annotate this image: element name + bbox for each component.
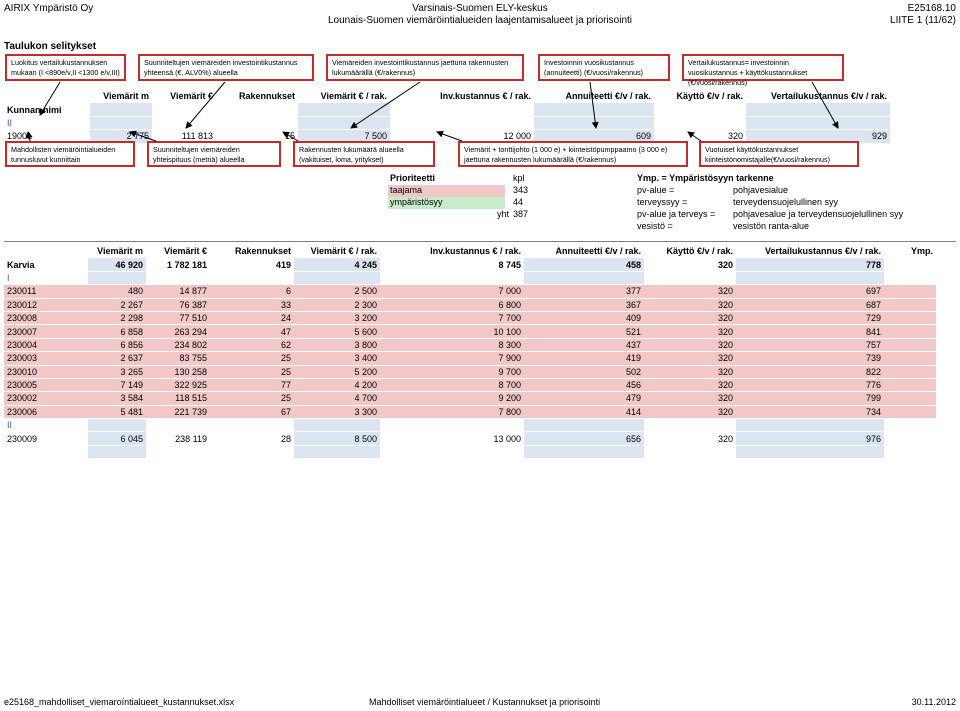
table-row — [4, 405, 936, 418]
taajama-count: 343 — [513, 185, 529, 195]
column-header: Viemärit m — [88, 245, 146, 258]
ymp-cell — [884, 405, 936, 418]
cell: 4 200 — [294, 378, 380, 391]
cell: 841 — [736, 325, 884, 338]
cell: 9 700 — [380, 365, 524, 378]
cell: 62 — [210, 338, 294, 351]
cell: 6 — [210, 285, 294, 298]
cell: 130 258 — [146, 365, 210, 378]
cell: 320 — [644, 405, 736, 418]
table-row — [4, 298, 936, 311]
cell: 656 — [524, 432, 644, 445]
appendix-label: LIITE 1 (11/62) — [890, 15, 956, 26]
area-id: 230008 — [4, 311, 88, 324]
sewer-length-box: Suunniteltujen viemäreiden yhteispituus (metriä) alueella — [147, 141, 281, 167]
cell: 83 755 — [146, 352, 210, 365]
ymp-title: Ymp. = Ympäristösyyn tarkenne — [637, 173, 774, 183]
cell: 25 — [210, 365, 294, 378]
cell: 320 — [644, 378, 736, 391]
cell: 2 500 — [294, 285, 380, 298]
cell: 320 — [644, 285, 736, 298]
cell: 729 — [736, 311, 884, 324]
column-header: Viemärit € / rak. — [298, 90, 390, 103]
cell: 799 — [736, 392, 884, 405]
cell: 67 — [210, 405, 294, 418]
cell: 320 — [644, 432, 736, 445]
cell: 2 775 — [90, 130, 152, 143]
cell: 320 — [644, 365, 736, 378]
cell: 3 800 — [294, 338, 380, 351]
total-count: 387 — [513, 209, 529, 219]
cell: 4 245 — [294, 258, 380, 271]
cell: 822 — [736, 365, 884, 378]
ymp-cell — [884, 311, 936, 324]
column-header: Inv.kustannus € / rak. — [380, 245, 524, 258]
area-id: 230009 — [4, 432, 88, 445]
cell: 976 — [736, 432, 884, 445]
cell: 5 600 — [294, 325, 380, 338]
kpl-label: kpl — [513, 173, 525, 183]
column-header: Rakennukset — [210, 245, 294, 258]
ymparistosyy-label: ympäristösyy — [388, 197, 505, 209]
cell: 5 200 — [294, 365, 380, 378]
cell: 687 — [736, 298, 884, 311]
ymp-cell — [884, 352, 936, 365]
column-header: Viemärit € / rak. — [294, 245, 380, 258]
column-header: Viemärit € — [146, 245, 210, 258]
cell: 4 700 — [294, 392, 380, 405]
cell: 414 — [524, 405, 644, 418]
municipal-indicators-box: Mahdollisten viemäröintialueiden tunnusluvut kunnittain — [5, 141, 135, 167]
taajama-label: taajama — [388, 185, 505, 197]
cell: 33 — [210, 298, 294, 311]
column-header: Käyttö €/v / rak. — [654, 90, 746, 103]
cell: 221 739 — [146, 405, 210, 418]
company-name: AIRIX Ympäristö Oy — [4, 3, 94, 14]
cell: 320 — [644, 392, 736, 405]
column-header: Annuiteetti €/v / rak. — [534, 90, 654, 103]
cell: 7 500 — [298, 130, 390, 143]
cell: 3 200 — [294, 311, 380, 324]
table-row — [4, 378, 936, 391]
cell: 456 — [524, 378, 644, 391]
municipality-name: Karvia — [4, 258, 88, 271]
ymp-cell — [884, 432, 936, 445]
cell: 10 100 — [380, 325, 524, 338]
cell: 7 000 — [380, 285, 524, 298]
column-header: Viemärit m — [90, 90, 152, 103]
ymp-value: pohjavesialue — [733, 185, 789, 195]
investment-per-building-box: Viemärit + tonttijohto (1 000 e) + kiinteistöpumppaamo (3 000 e) jaettuna rakennusten lukumäärällä (€/rakennus) — [458, 141, 688, 167]
area-id: 230012 — [4, 298, 88, 311]
cell: 419 — [524, 352, 644, 365]
cell: 8 300 — [380, 338, 524, 351]
cell: 3 400 — [294, 352, 380, 365]
area-id: 230002 — [4, 392, 88, 405]
cell: 776 — [736, 378, 884, 391]
cell: 12 000 — [390, 130, 534, 143]
document-number: E25168.10 — [907, 3, 956, 14]
cell: 458 — [524, 258, 644, 271]
column-header: Annuiteetti €/v / rak. — [524, 245, 644, 258]
cell: 5 481 — [88, 405, 146, 418]
table-row — [4, 392, 936, 405]
table-row — [4, 311, 936, 324]
report-subtitle: Lounais-Suomen viemäröintialueiden laajentamisalueet ja priorisointi — [327, 15, 633, 26]
table-row — [4, 352, 936, 365]
table-row — [4, 285, 936, 298]
cell: 367 — [524, 298, 644, 311]
cell: 320 — [644, 325, 736, 338]
area-id: 19001 — [4, 130, 90, 143]
cell: 778 — [736, 258, 884, 271]
cell: 7 800 — [380, 405, 524, 418]
cell: 7 149 — [88, 378, 146, 391]
footer-filename: e25168_mahdolliset_viemaroíntialueet_kustannukset.xlsx — [4, 697, 235, 707]
cell: 929 — [746, 130, 890, 143]
ymp-cell — [884, 338, 936, 351]
cell: 76 387 — [146, 298, 210, 311]
cell: 521 — [524, 325, 644, 338]
class-row — [4, 271, 936, 284]
cell: 13 000 — [380, 432, 524, 445]
cell: 3 265 — [88, 365, 146, 378]
cell: 320 — [644, 352, 736, 365]
area-id: 230003 — [4, 352, 88, 365]
building-count-box: Rakennusten lukumäärä alueella (vakituiset, loma, yritykset) — [293, 141, 435, 167]
cell: 322 925 — [146, 378, 210, 391]
priority-title: Prioriteetti — [390, 173, 436, 183]
cell: 2 267 — [88, 298, 146, 311]
column-header: Rakennukset — [216, 90, 298, 103]
cell: 320 — [654, 130, 746, 143]
municipality-summary-row — [4, 258, 936, 271]
column-header: Vertailukustannus €/v / rak. — [746, 90, 890, 103]
class-row — [4, 419, 936, 432]
ymparistosyy-count: 44 — [513, 197, 524, 207]
cell: 1 782 181 — [146, 258, 210, 271]
cell: 9 200 — [380, 392, 524, 405]
cell: 24 — [210, 311, 294, 324]
client-name: Varsinais-Suomen ELY-keskus — [412, 3, 548, 14]
cell: 409 — [524, 311, 644, 324]
cell: 25 — [210, 352, 294, 365]
cell: 25 — [210, 392, 294, 405]
cell: 7 700 — [380, 311, 524, 324]
cell: 77 — [210, 378, 294, 391]
ymp-cell — [884, 325, 936, 338]
ymp-key: pv-alue = — [637, 185, 675, 195]
municipality-name-header: Kunnan nimi — [4, 103, 90, 116]
table-row — [4, 338, 936, 351]
cell: 734 — [736, 405, 884, 418]
cell: 320 — [644, 258, 736, 271]
cell: 2 298 — [88, 311, 146, 324]
cell: 47 — [210, 325, 294, 338]
legend-title: Taulukon selitykset — [4, 41, 97, 52]
cell: 8 500 — [294, 432, 380, 445]
cell: 480 — [88, 285, 146, 298]
operating-cost-box: Vuotuiset käyttökustannukset kiinteistönomistajalle(€/vuosi/rakennus) — [699, 141, 859, 167]
cell: 6 856 — [88, 338, 146, 351]
ymp-key: vesistö = — [637, 221, 673, 231]
column-header: Ymp. — [884, 245, 936, 258]
class-label: II — [4, 419, 88, 432]
cell: 609 — [534, 130, 654, 143]
column-header: Vertailukustannus €/v / rak. — [736, 245, 884, 258]
cell: 111 813 — [152, 130, 216, 143]
table-row — [4, 325, 936, 338]
cell: 502 — [524, 365, 644, 378]
cell: 6 045 — [88, 432, 146, 445]
area-id: 230007 — [4, 325, 88, 338]
cell: 77 510 — [146, 311, 210, 324]
comparison-cost-explanation-box: Vertailukustannus= investoinnin vuosikustannus + käyttökustannukset (€/vuosi/rakennus) — [682, 54, 844, 81]
cell: 2 300 — [294, 298, 380, 311]
cost-table — [4, 245, 936, 459]
cell: 46 920 — [88, 258, 146, 271]
column-header: Viemärit € — [152, 90, 216, 103]
cell: 15 — [216, 130, 298, 143]
cell: 8 745 — [380, 258, 524, 271]
ymp-cell — [884, 285, 936, 298]
area-id: 230006 — [4, 405, 88, 418]
ymp-cell — [884, 365, 936, 378]
divider — [4, 241, 956, 242]
column-header: Käyttö €/v / rak. — [644, 245, 736, 258]
table-header-row — [4, 245, 936, 258]
ymp-key: pv-alue ja terveys = — [637, 209, 716, 219]
total-label: yht — [497, 209, 510, 219]
cell: 7 900 — [380, 352, 524, 365]
cell: 757 — [736, 338, 884, 351]
area-id: 230011 — [4, 285, 88, 298]
cell: 739 — [736, 352, 884, 365]
cell: 238 119 — [146, 432, 210, 445]
cell: 8 700 — [380, 378, 524, 391]
ymp-key: terveyssyy = — [637, 197, 688, 207]
area-id: 230010 — [4, 365, 88, 378]
ymp-cell — [884, 392, 936, 405]
class-label: I — [4, 271, 88, 284]
ymp-value: terveydensuojelullinen syy — [733, 197, 839, 207]
cell: 263 294 — [146, 325, 210, 338]
ymp-value: vesistön ranta-alue — [733, 221, 810, 231]
cell: 697 — [736, 285, 884, 298]
class-label: II — [4, 116, 90, 129]
cell: 437 — [524, 338, 644, 351]
column-header: Inv.kustannus € / rak. — [390, 90, 534, 103]
annuity-explanation-box: Investoinnin vuosikustannus (annuiteetti) (€/vuosi/rakennus) — [538, 54, 670, 81]
cell: 320 — [644, 338, 736, 351]
footer-sheet-name: Mahdolliset viemäröintialueet / Kustannukset ja priorisointi — [369, 697, 601, 707]
cell: 419 — [210, 258, 294, 271]
area-id: 230005 — [4, 378, 88, 391]
cell: 6 800 — [380, 298, 524, 311]
cell: 14 877 — [146, 285, 210, 298]
cell: 320 — [644, 311, 736, 324]
cell: 3 300 — [294, 405, 380, 418]
ymp-value: pohjavesalue ja terveydensuojelullinen syy — [733, 209, 904, 219]
cell: 2 637 — [88, 352, 146, 365]
cell: 377 — [524, 285, 644, 298]
cell: 28 — [210, 432, 294, 445]
cell: 118 515 — [146, 392, 210, 405]
cell: 3 584 — [88, 392, 146, 405]
cell: 6 858 — [88, 325, 146, 338]
cell: 320 — [644, 298, 736, 311]
table-row — [4, 432, 936, 445]
table-row — [4, 365, 936, 378]
cost-per-building-explanation-box: Viemäreiden investointikustannus jaettuna rakennusten lukumäärällä (€/rakennus) — [326, 54, 524, 81]
investment-cost-explanation-box: Suunniteltujen viemäreiden investointikustannus yhteensä (€, ALV0%) alueella — [138, 54, 314, 81]
ymp-cell — [884, 298, 936, 311]
class-explanation-box: Luokitus vertailukustannuksen mukaan (I <890e/v,II <1300 e/v,III) — [5, 54, 126, 81]
area-id: 230004 — [4, 338, 88, 351]
ymp-cell — [884, 378, 936, 391]
cell: 234 802 — [146, 338, 210, 351]
cell: 479 — [524, 392, 644, 405]
footer-date: 30.11.2012 — [911, 697, 956, 707]
